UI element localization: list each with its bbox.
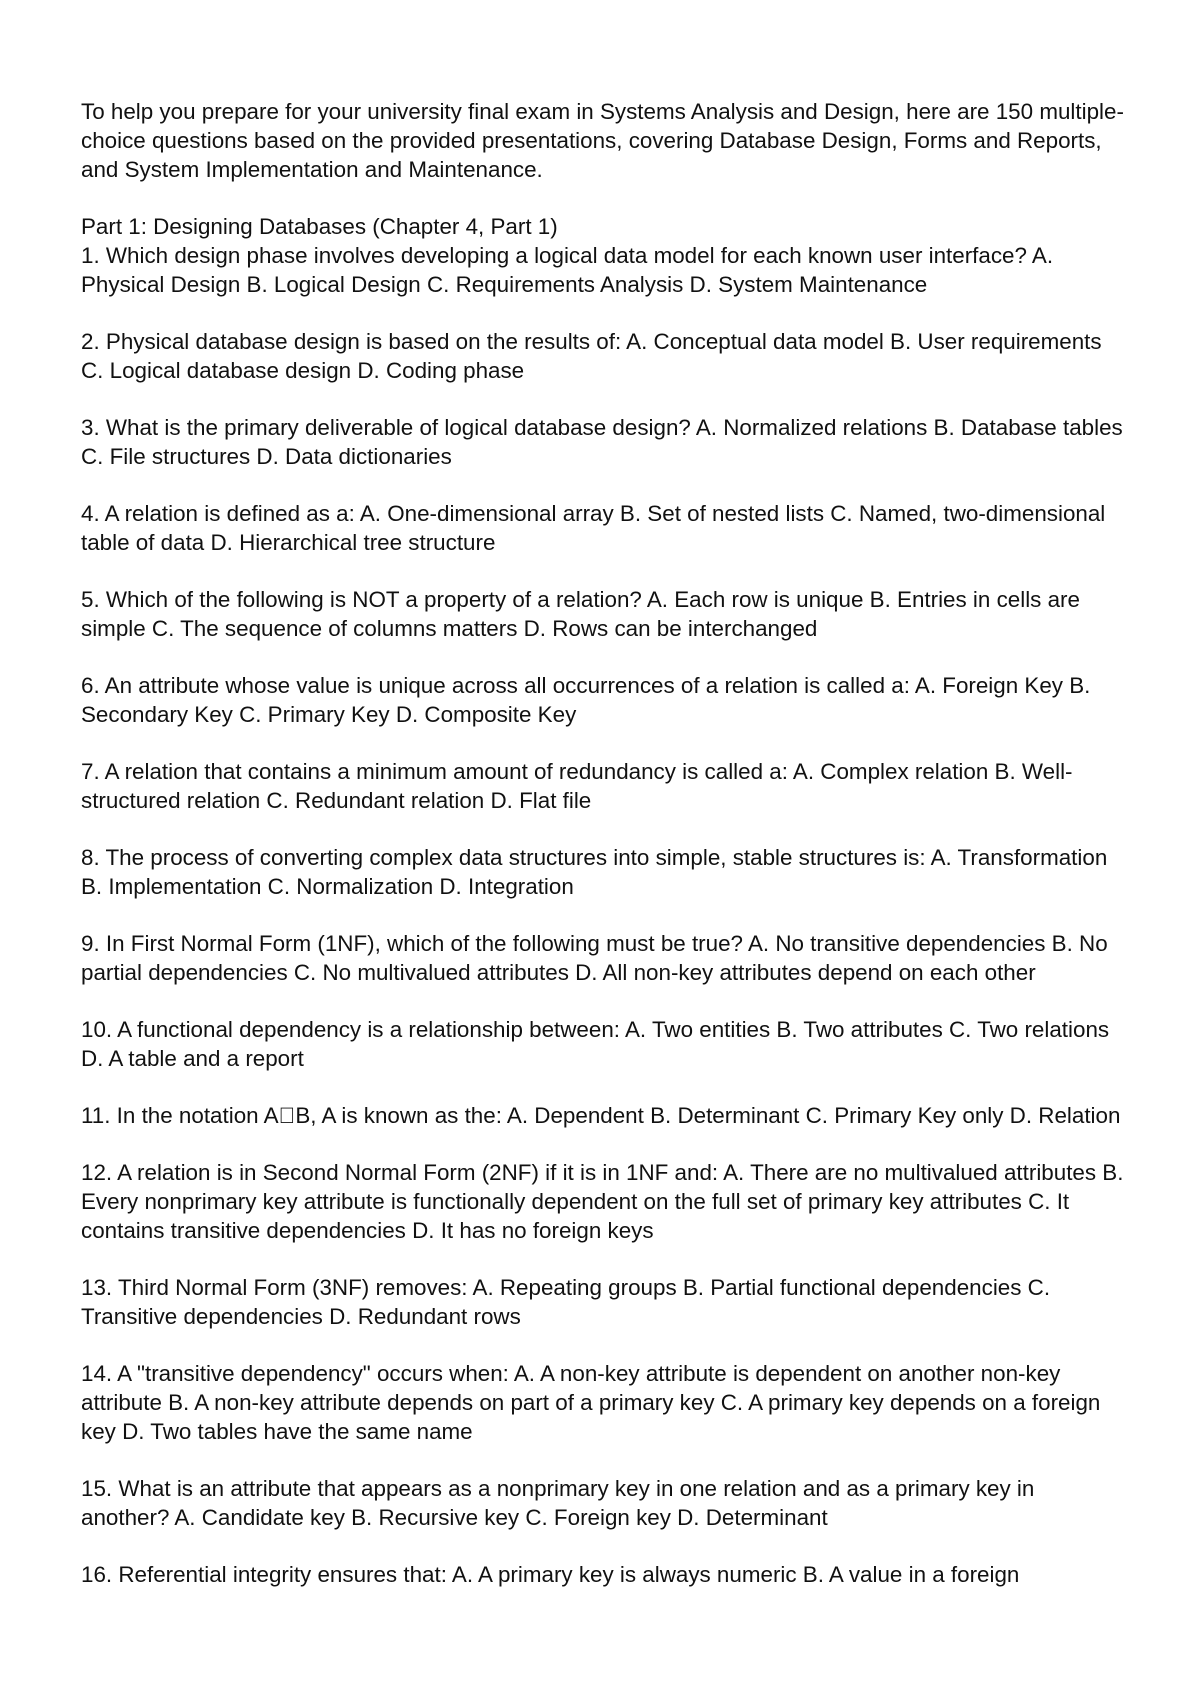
question-16: 16. Referential integrity ensures that: A. A primary key is always numeric B. A value in a foreign [81, 1562, 1020, 1587]
part-heading: Part 1: Designing Databases (Chapter 4, Part 1) [81, 214, 558, 239]
question-10: 10. A functional dependency is a relationship between: A. Two entities B. Two attributes C. Two relations D. A table and a report [81, 1017, 1110, 1071]
question-2: 2. Physical database design is based on the results of: A. Conceptual data model B. User requirements C. Logical database design D. Coding phase [81, 329, 1102, 383]
question-9: 9. In First Normal Form (1NF), which of the following must be true? A. No transitive dependencies B. No partial dependencies C. No multivalued attributes D. All non-key attributes depend on each other [81, 931, 1108, 985]
question-12: 12. A relation is in Second Normal Form (2NF) if it is in 1NF and: A. There are no multivalued attributes B. Every nonprimary key attribute is functionally dependent on the full set of primary key attributes C. It contains transitive dependencies D. It has no foreign keys [81, 1160, 1124, 1243]
question-15: 15. What is an attribute that appears as a nonprimary key in one relation and as a primary key in another? A. Candidate key B. Recursive key C. Foreign key D. Determinant [81, 1476, 1035, 1530]
part-1-section [81, 212, 1127, 299]
question-8: 8. The process of converting complex data structures into simple, stable structures is: A. Transformation B. Implementation C. Normalization D. Integration [81, 845, 1108, 899]
document-body [81, 97, 1127, 1617]
question-6: 6. An attribute whose value is unique across all occurrences of a relation is called a: A. Foreign Key B. Secondary Key C. Primary Key D. Composite Key [81, 673, 1091, 727]
question-7: 7. A relation that contains a minimum amount of redundancy is called a: A. Complex relation B. Well-structured relation C. Redundant relation D. Flat file [81, 759, 1073, 813]
question-13: 13. Third Normal Form (3NF) removes: A. Repeating groups B. Partial functional dependencies C. Transitive dependencies D. Redundant rows [81, 1275, 1051, 1329]
question-1: 1. Which design phase involves developing a logical data model for each known user interface? A. Physical Design B. Logical Design C. Requirements Analysis D. System Maintenance [81, 243, 1054, 297]
question-4: 4. A relation is defined as a: A. One-dimensional array B. Set of nested lists C. Named, two-dimensional table of data D. Hierarchical tree structure [81, 501, 1106, 555]
question-11: 11. In the notation A B, A is known as the: A. Dependent B. Determinant C. Primary Key only D. Relation [81, 1103, 1121, 1128]
question-3: 3. What is the primary deliverable of logical database design? A. Normalized relations B. Database tables C. File structures D. Data dictionaries [81, 415, 1123, 469]
question-5: 5. Which of the following is NOT a property of a relation? A. Each row is unique B. Entries in cells are simple C. The sequence of columns matters D. Rows can be interchanged [81, 587, 1080, 641]
question-14: 14. A "transitive dependency" occurs when: A. A non-key attribute is dependent on another non-key attribute B. A non-key attribute depends on part of a primary key C. A primary key depends on a foreign key D. Two tables have the same name [81, 1361, 1101, 1444]
intro-paragraph: To help you prepare for your university final exam in Systems Analysis and Design, here are 150 multiple-choice questions based on the provided presentations, covering Database Design, Forms and Reports, and System Implementation and Maintenance. [81, 99, 1124, 182]
